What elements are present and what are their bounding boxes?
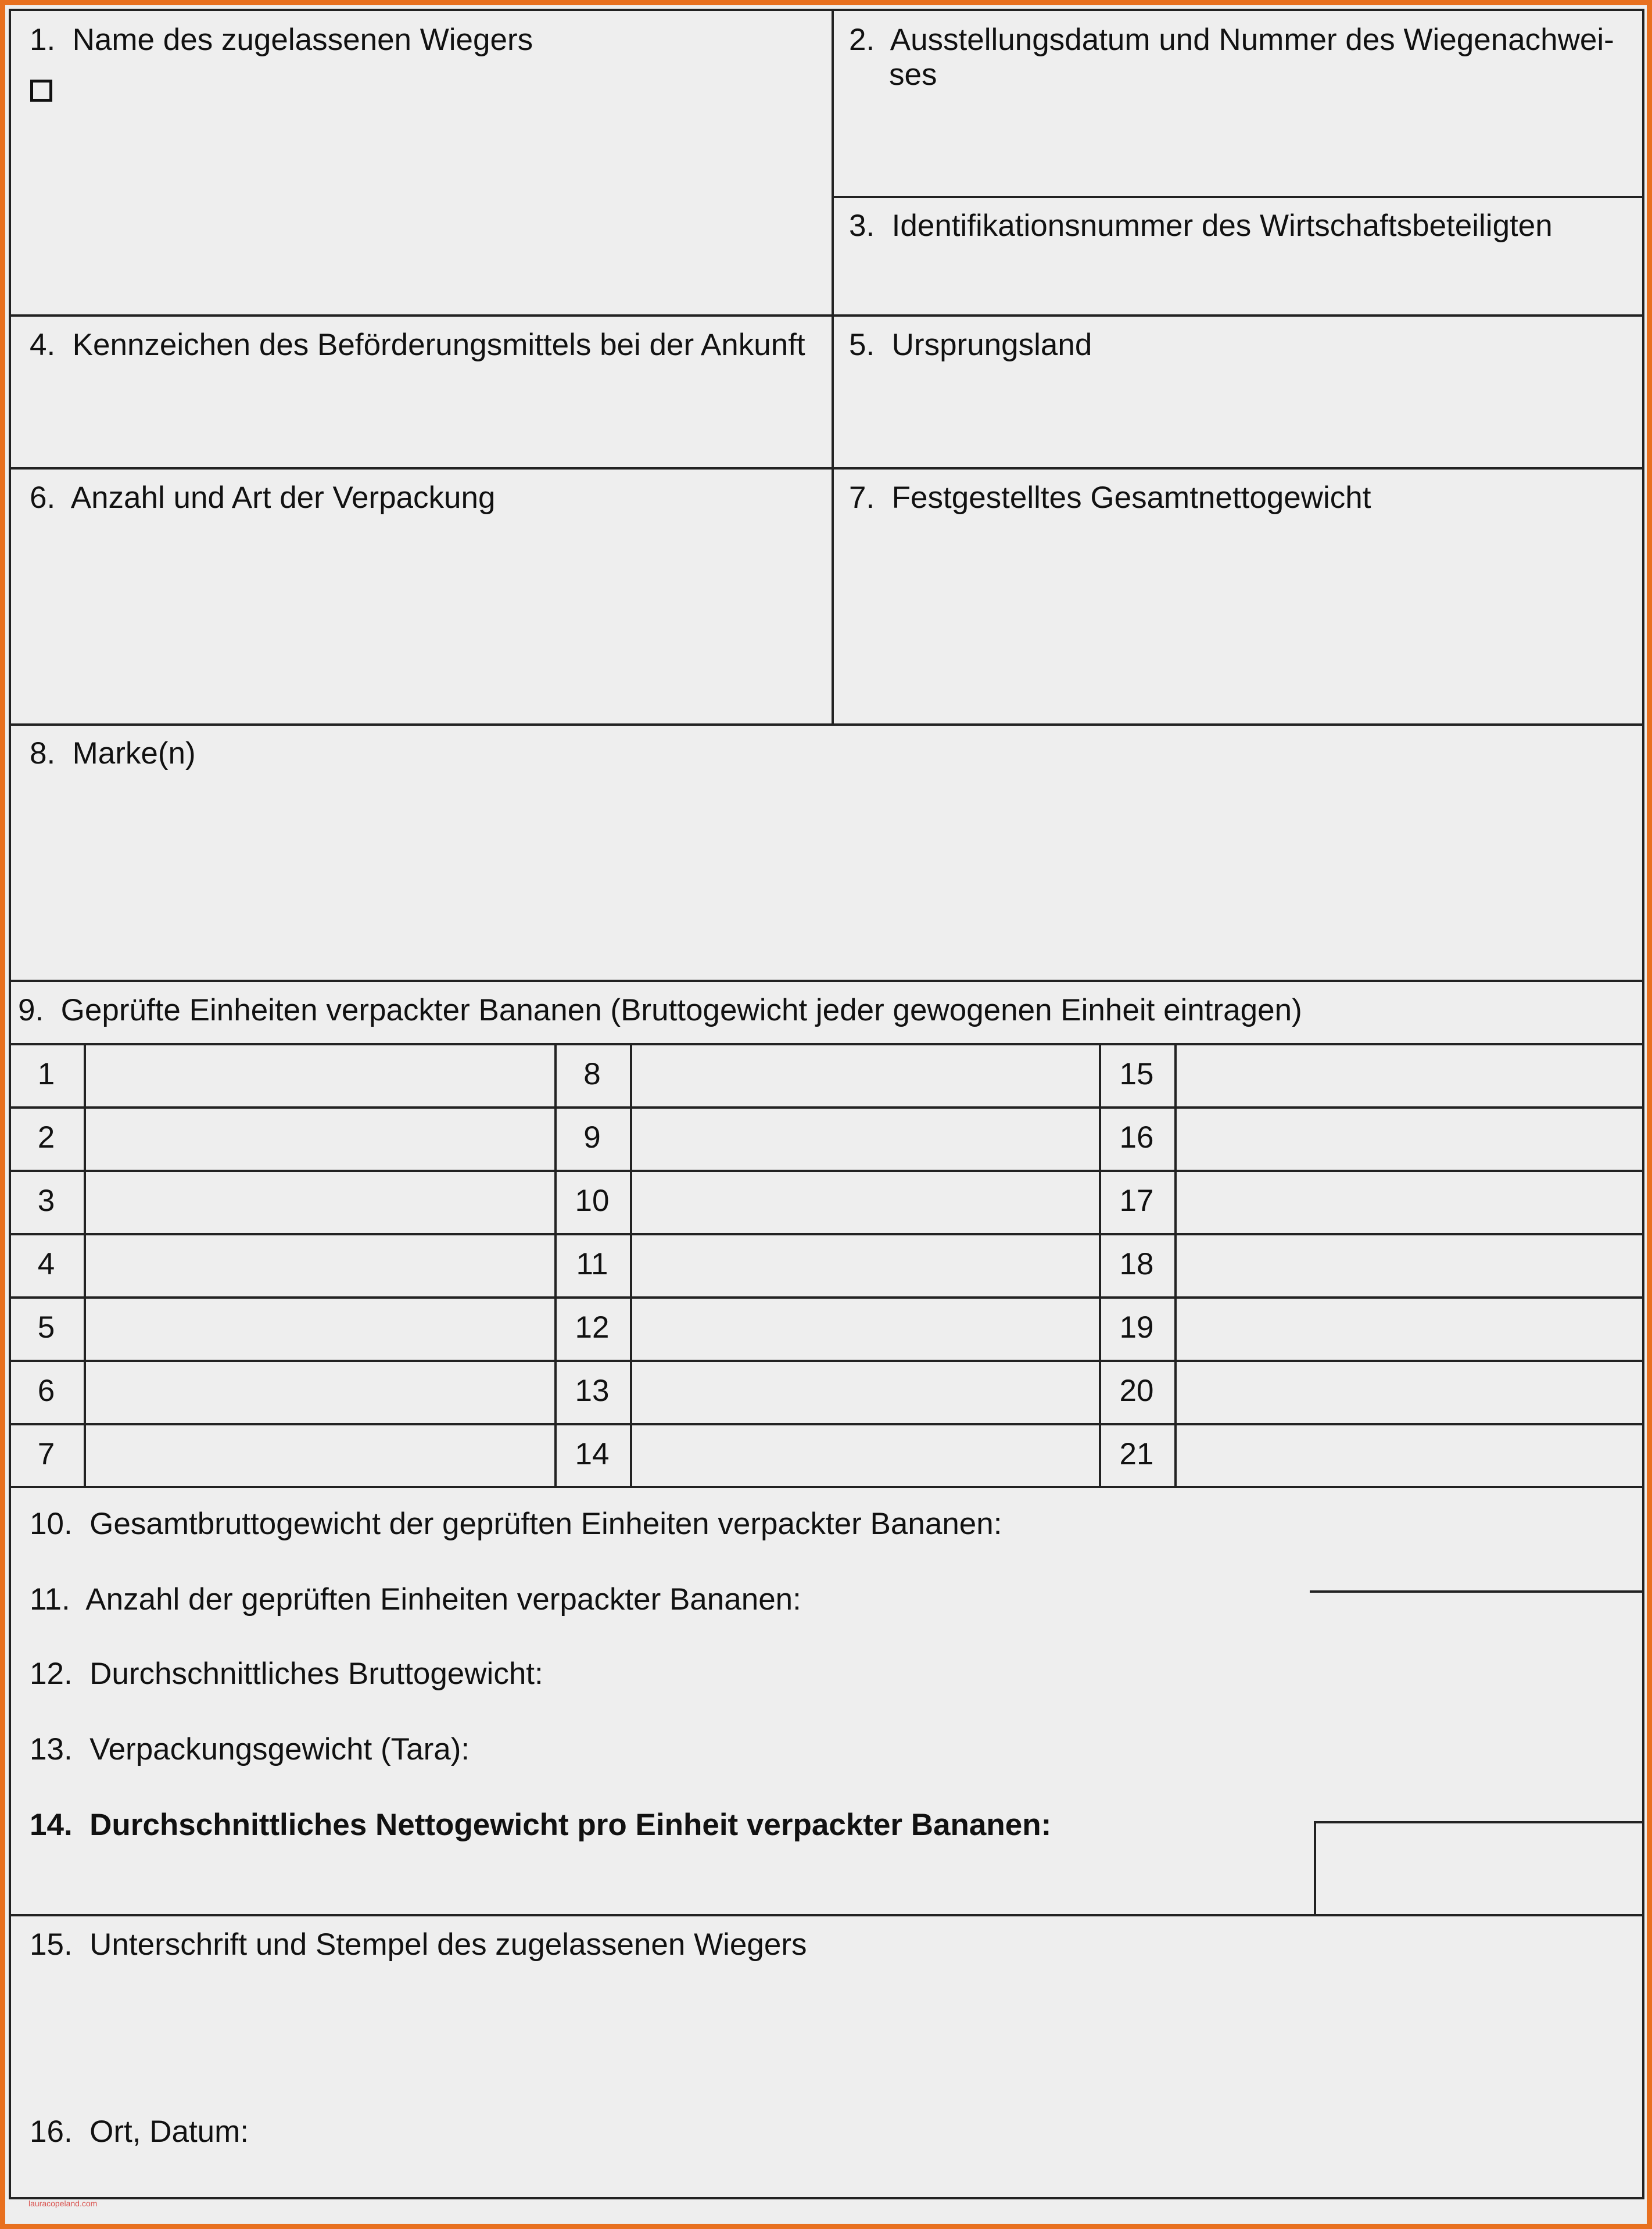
frame-left bbox=[9, 9, 11, 2199]
field-2-label-line2: ses bbox=[889, 58, 937, 92]
field-11-number: 11. bbox=[30, 1582, 70, 1617]
unit-weight-cell[interactable] bbox=[86, 1299, 553, 1359]
field-3-label bbox=[849, 209, 1553, 243]
field-3-text: Identifikationsnummer des Wirtschaftsbeteiligten bbox=[891, 209, 1553, 243]
field-13-label bbox=[30, 1732, 470, 1767]
field-16-number: 16. bbox=[30, 2115, 73, 2149]
field-8-label bbox=[30, 736, 196, 771]
unit-number: 16 bbox=[1119, 1120, 1154, 1155]
field-2-text-line1: Ausstellungsdatum und Nummer des Wiegenachwei- bbox=[890, 23, 1614, 57]
unit-number: 10 bbox=[575, 1184, 610, 1218]
unit-weight-cell[interactable] bbox=[86, 1235, 553, 1295]
field-15-number: 15. bbox=[30, 1927, 73, 1962]
divider-2-3 bbox=[832, 196, 1644, 198]
divider-row4-row5 bbox=[9, 980, 1644, 982]
field-14-box-top bbox=[1314, 1821, 1644, 1823]
field-12-label bbox=[30, 1657, 543, 1692]
field-7-text: Festgestelltes Gesamtnettogewicht bbox=[891, 481, 1371, 515]
unit-number: 19 bbox=[1119, 1310, 1154, 1345]
unit-number: 9 bbox=[583, 1120, 601, 1155]
field-11-label bbox=[30, 1582, 801, 1617]
field-10-text: Gesamtbruttogewicht der geprüften Einheiten verpackter Bananen: bbox=[89, 1507, 1002, 1541]
field-16-text: Ort, Datum: bbox=[89, 2115, 249, 2149]
unit-weight-cell[interactable] bbox=[1177, 1299, 1643, 1359]
field-15-text: Unterschrift und Stempel des zugelassenen Wiegers bbox=[89, 1927, 807, 1962]
field-9-text: Geprüfte Einheiten verpackter Bananen (Bruttogewicht jeder gewogenen Einheit eintragen) bbox=[60, 993, 1302, 1027]
field-16-label bbox=[30, 2115, 249, 2149]
unit-weight-cell[interactable] bbox=[1177, 1235, 1643, 1295]
unit-weight-cell[interactable] bbox=[86, 1172, 553, 1232]
unit-weight-cell[interactable] bbox=[632, 1235, 1098, 1295]
field-7-number: 7. bbox=[849, 481, 875, 515]
divider-row3-row4 bbox=[9, 723, 1644, 726]
field-14-label bbox=[30, 1808, 1051, 1843]
field-9-label bbox=[18, 993, 1302, 1028]
unit-number: 4 bbox=[37, 1247, 55, 1281]
unit-number: 13 bbox=[575, 1374, 610, 1408]
unit-number: 17 bbox=[1119, 1184, 1154, 1218]
unit-number: 20 bbox=[1119, 1374, 1154, 1408]
field-6-number: 6. bbox=[30, 481, 56, 515]
unit-weight-cell[interactable] bbox=[86, 1109, 553, 1169]
field-1-label bbox=[30, 23, 533, 58]
field-12-text: Durchschnittliches Bruttogewicht: bbox=[89, 1657, 543, 1691]
field-13-text: Verpackungsgewicht (Tara): bbox=[89, 1732, 470, 1766]
field-1-number: 1. bbox=[30, 23, 56, 57]
unit-number: 2 bbox=[37, 1120, 55, 1155]
unit-number: 8 bbox=[583, 1057, 601, 1091]
field-1-checkbox[interactable] bbox=[30, 80, 52, 102]
field-4-number: 4. bbox=[30, 328, 56, 362]
field-13-number: 13. bbox=[30, 1732, 73, 1766]
unit-weight-cell[interactable] bbox=[1177, 1172, 1643, 1232]
divider-table-summary bbox=[9, 1486, 1644, 1488]
field-7-label bbox=[849, 481, 1371, 515]
field-15-label bbox=[30, 1927, 807, 1962]
unit-weight-cell[interactable] bbox=[86, 1362, 553, 1422]
unit-weight-cell[interactable] bbox=[86, 1425, 553, 1485]
field-5-text: Ursprungsland bbox=[891, 328, 1092, 362]
watermark: lauracopeland.com bbox=[28, 2199, 98, 2208]
unit-weight-cell[interactable] bbox=[1177, 1045, 1643, 1105]
unit-weight-cell[interactable] bbox=[632, 1045, 1098, 1105]
divider-summary-signature bbox=[9, 1914, 1644, 1916]
field-3-number: 3. bbox=[849, 209, 875, 243]
field-6-label bbox=[30, 481, 495, 515]
unit-number: 1 bbox=[37, 1057, 55, 1091]
unit-number: 11 bbox=[576, 1247, 608, 1281]
unit-weight-cell[interactable] bbox=[632, 1425, 1098, 1485]
unit-weight-cell[interactable] bbox=[1177, 1109, 1643, 1169]
field-12-number: 12. bbox=[30, 1657, 73, 1691]
field-6-text: Anzahl und Art der Verpackung bbox=[70, 481, 496, 515]
field-9-number: 9. bbox=[18, 993, 44, 1027]
field-10-label bbox=[30, 1507, 1002, 1542]
field-4-text: Kennzeichen des Beförderungsmittels bei der Ankunft bbox=[72, 328, 805, 362]
field-1-text: Name des zugelassenen Wiegers bbox=[72, 23, 533, 57]
field-8-number: 8. bbox=[30, 736, 56, 771]
unit-number: 12 bbox=[575, 1310, 610, 1345]
unit-number: 18 bbox=[1119, 1247, 1154, 1281]
unit-weight-cell[interactable] bbox=[632, 1362, 1098, 1422]
field-14-text: Durchschnittliches Nettogewicht pro Einheit verpackter Bananen: bbox=[89, 1808, 1052, 1842]
field-5-number: 5. bbox=[849, 328, 875, 362]
field-14-box-left[interactable] bbox=[1314, 1821, 1316, 1915]
unit-weight-cell[interactable] bbox=[632, 1299, 1098, 1359]
unit-weight-cell[interactable] bbox=[1177, 1425, 1643, 1485]
frame-top bbox=[9, 9, 1644, 11]
field-2-label bbox=[849, 23, 1614, 58]
field-11-answer-line[interactable] bbox=[1310, 1590, 1644, 1593]
unit-weight-cell[interactable] bbox=[632, 1172, 1098, 1232]
field-4-label bbox=[30, 328, 832, 363]
unit-number: 6 bbox=[37, 1374, 55, 1408]
unit-number: 7 bbox=[37, 1437, 55, 1471]
field-5-label bbox=[849, 328, 1092, 363]
unit-number: 14 bbox=[575, 1437, 610, 1471]
unit-number: 3 bbox=[37, 1184, 55, 1218]
field-11-text: Anzahl der geprüften Einheiten verpackter Bananen: bbox=[85, 1582, 801, 1617]
unit-weight-cell[interactable] bbox=[632, 1109, 1098, 1169]
field-2-number: 2. bbox=[849, 23, 875, 57]
unit-number: 21 bbox=[1119, 1437, 1154, 1471]
divider-row1-row2 bbox=[9, 314, 1644, 317]
unit-weight-cell[interactable] bbox=[86, 1045, 553, 1105]
field-10-number: 10. bbox=[30, 1507, 73, 1541]
field-8-text: Marke(n) bbox=[72, 736, 196, 771]
unit-number: 5 bbox=[37, 1310, 55, 1345]
unit-number: 15 bbox=[1119, 1057, 1154, 1091]
frame-bottom bbox=[9, 2197, 1644, 2199]
divider-row2-row3 bbox=[9, 467, 1644, 470]
divider-1-2 bbox=[832, 9, 834, 725]
unit-weight-cell[interactable] bbox=[1177, 1362, 1643, 1422]
field-14-number: 14. bbox=[30, 1808, 73, 1842]
